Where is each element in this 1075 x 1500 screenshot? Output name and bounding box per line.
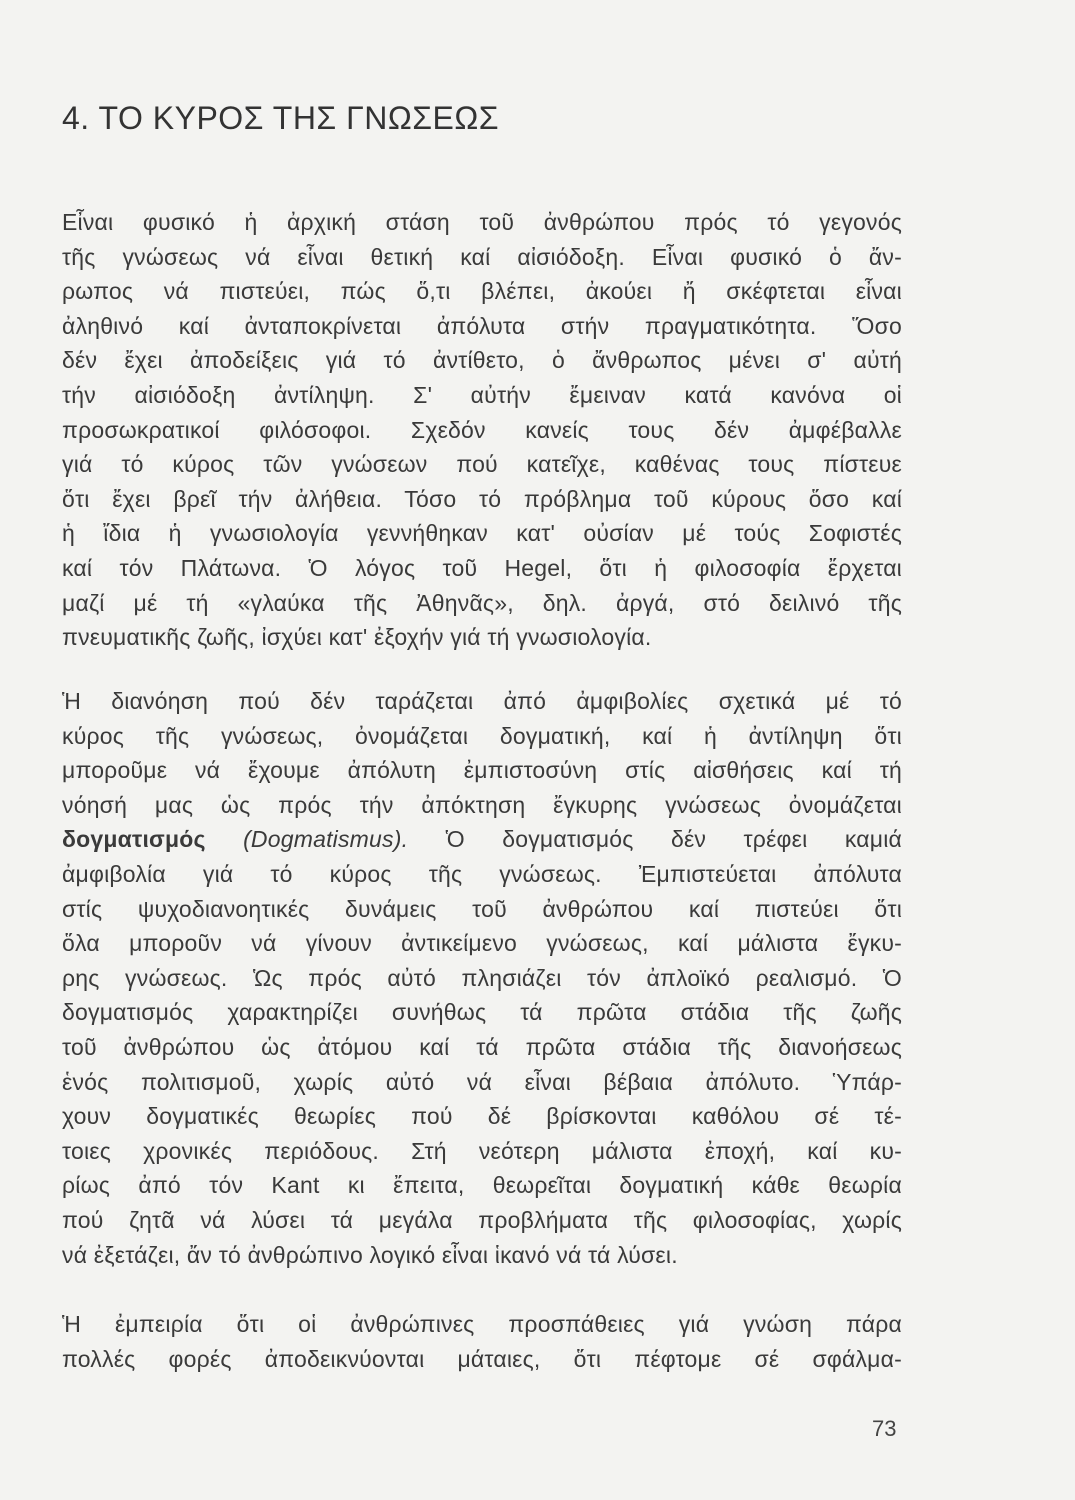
text-line: τῆς γνώσεως νά εἶναι θετική καί αἰσιόδοξη. Εἶναι φυσικό ὁ ἄν-	[62, 243, 902, 270]
text-line: ρωπος νά πιστεύει, πώς ὅ,τι βλέπει, ἀκούει ἤ σκέφτεται εἶναι	[62, 278, 902, 305]
text-line: Εἶναι φυσικό ἡ ἀρχική στάση τοῦ ἀνθρώπου πρός τό γεγονός	[62, 209, 902, 235]
text-line: ἑνός πολιτισμοῦ, χωρίς αὐτό νά εἶναι βέβαια ἀπόλυτο. Ὑπάρ-	[62, 1068, 902, 1095]
text-line: καί τόν Πλάτωνα. Ὁ λόγος τοῦ Hegel, ὅτι ἡ φιλοσοφία ἔρχεται	[62, 554, 902, 581]
text-line: τήν αἰσιόδοξη ἀντίληψη. Σ' αὐτήν ἔμειναν κατά κανόνα οἱ	[62, 381, 902, 408]
text-line: δέν ἔχει ἀποδείξεις γιά τό ἀντίθετο, ὁ ἄνθρωπος μένει σ' αὐτή	[62, 347, 902, 374]
text-line: ἀμφιβολία γιά τό κύρος τῆς γνώσεως. Ἐμπιστεύεται ἀπόλυτα	[62, 860, 902, 887]
text-line: ἀληθινό καί ἀνταποκρίνεται ἀπόλυτα στήν πραγματικότητα. Ὅσο	[62, 312, 902, 339]
text-line: στίς ψυχοδιανοητικές δυνάμεις τοῦ ἀνθρώπου καί πιστεύει ὅτι	[62, 895, 902, 922]
text-line: πνευματικῆς ζωῆς, ἰσχύει κατ' ἐξοχήν γιά τή γνωσιολογία.	[62, 624, 652, 651]
text-line: προσωκρατικοί φιλόσοφοι. Σχεδόν κανείς τους δέν ἀμφέβαλλε	[62, 416, 902, 443]
text-line: ὅλα μποροῦν νά γίνουν ἀντικείμενο γνώσεως, καί μάλιστα ἔγκυ-	[62, 930, 902, 957]
text-line: χουν δογματικές θεωρίες πού δέ βρίσκονται καθόλου σέ τέ-	[62, 1103, 902, 1130]
term-dogmatismos: δογματισμός	[62, 826, 206, 853]
paragraph-1	[62, 205, 902, 655]
paragraph-3	[62, 1307, 902, 1376]
text-line: τοιες χρονικές περιόδους. Στή νεότερη μάλιστα ἐποχή, καί κυ-	[62, 1137, 902, 1164]
text-line: ρης γνώσεως. Ὡς πρός αὐτό πλησιάζει τόν ἀπλοϊκό ρεαλισμό. Ὁ	[62, 964, 902, 991]
page-number: 73	[872, 1416, 897, 1441]
text-line: τοῦ ἀνθρώπου ὡς ἀτόμου καί τά πρῶτα στάδια τῆς διανοήσεως	[62, 1033, 902, 1060]
text-line: Ἡ διανόηση πού δέν ταράζεται ἀπό ἀμφιβολίες σχετικά μέ τό	[62, 688, 902, 714]
text-line: δογματισμός χαρακτηρίζει συνήθως τά πρῶτα στάδια τῆς ζωῆς	[62, 999, 902, 1026]
chapter-title: 4. ΤΟ ΚΥΡΟΣ ΤΗΣ ΓΝΩΣΕΩΣ	[62, 100, 500, 136]
text-line: πολλές φορές ἀποδεικνύονται μάταιες, ὅτι πέφτομε σέ σφάλμα-	[62, 1345, 902, 1372]
term-latin: (Dogmatismus).	[243, 826, 409, 853]
text-line: κύρος τῆς γνώσεως, ὀνομάζεται δογματική, καί ἡ ἀντίληψη ὅτι	[62, 722, 902, 749]
text-line: μποροῦμε νά ἔχουμε ἀπόλυτη ἐμπιστοσύνη στίς αἰσθήσεις καί τή	[62, 757, 902, 784]
text-line-rest: Ὁ δογματισμός δέν τρέφει καμιά	[445, 826, 902, 853]
text-line: ἡ ἴδια ἡ γνωσιολογία γεννήθηκαν κατ' οὐσίαν μέ τούς Σοφιστές	[62, 520, 902, 547]
text-line: νόησή μας ὡς πρός τήν ἀπόκτηση ἔγκυρης γνώσεως ὀνομάζεται	[62, 791, 902, 818]
text-line-with-term	[62, 822, 902, 857]
text-line: γιά τό κύρος τῶν γνώσεων πού κατεῖχε, καθένας τους πίστευε	[62, 451, 902, 478]
text-line: μαζί μέ τή «γλαύκα τῆς Ἀθηνᾶς», δηλ. ἀργά, στό δειλινό τῆς	[62, 589, 902, 616]
text-line: νά ἐξετάζει, ἄν τό ἀνθρώπινο λογικό εἶναι ἱκανό νά τά λύσει.	[62, 1241, 678, 1268]
text-line: ρίως ἀπό τόν Kant κι ἔπειτα, θεωρεῖται δογματική κάθε θεωρία	[62, 1172, 902, 1199]
paragraph-2	[62, 684, 902, 1272]
text-line: πού ζητᾶ νά λύσει τά μεγάλα προβλήματα τῆς φιλοσοφίας, χωρίς	[62, 1206, 902, 1233]
text-line: Ἡ ἐμπειρία ὅτι οἱ ἀνθρώπινες προσπάθειες γιά γνώση πάρα	[62, 1311, 902, 1337]
text-line: ὅτι ἔχει βρεῖ τήν ἀλήθεια. Τόσο τό πρόβλημα τοῦ κύρους ὅσο καί	[62, 485, 902, 512]
